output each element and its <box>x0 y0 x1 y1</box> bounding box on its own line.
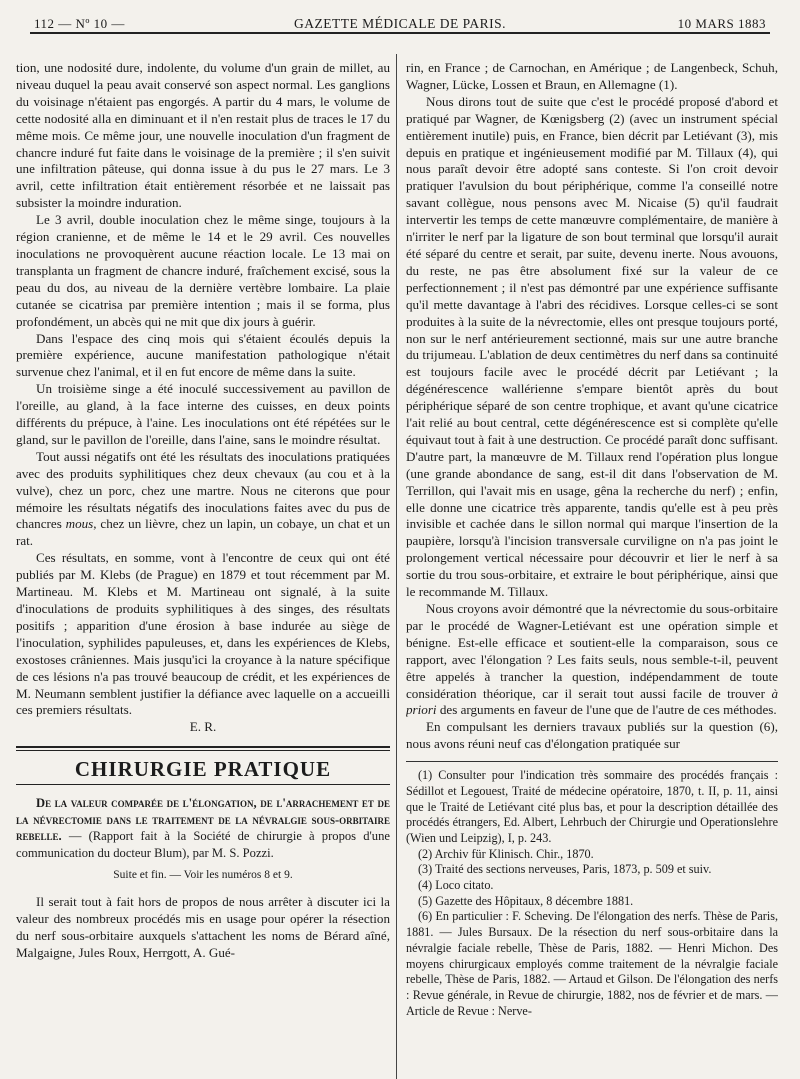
page-header <box>30 10 770 34</box>
right-column <box>406 60 778 1075</box>
paragraph: Dans l'espace des cinq mois qui s'étaient écoulés depuis la première expérience, aucune manifestation pathologique n'était survenue chez l'animal, et il en fut encore de même dans la suite. <box>16 330 390 380</box>
paragraph <box>16 449 390 550</box>
footnote: (6) En particulier : F. Scheving. De l'élongation des nerfs. Thèse de Paris, 1881. — Jules Bursaux. De la résection du nerf sous-orbitaire dans la névralgie faciale rebelle, Thèse de Paris, 1882. — Henri Michon. Des moyens chirurgicaux employés comme traitement de la névralgie faciale rebelle, Thèse de Paris, 1882. — Artaud et Gilson. De l'élongation des nerfs : Revue générale, in Revue de chirurgie, 1882, nos de février et de mars. — Article de Revue : Nerve- <box>406 909 778 1018</box>
paragraph: Nous dirons tout de suite que c'est le procédé proposé d'abord et pratiqué par Wagner, de Kœnigsberg (2) (avec un instrument spécial entièrement inutile) puis, en France, bien décrit par Letiévant (3), mis depuis en pratique et ingénieusement modifié par M. Tillaux (4), qui nous paraît devoir être adopté sans conteste. Si l'on croit devoir pratiquer l'avulsion du bout périphérique, comme l'a conseillé notre savant collègue, nous pensons avec M. Nicaise (5) qu'il faudrait intervertir les temps de cette manœuvre complémentaire, de manière à n'irriter le nerf par la ligature de son bout terminal que lorsqu'il aurait été séparé du centre et serait, par suite, devenu inerte. Nous avouons, du reste, ne pas être absolument fixé sur la valeur de ce perfectionnement ; il n'est pas démontré par une expérience suffisante qu'il mette davantage à l'abri des récidives. Lorsque celles-ci se sont produites à la suite de la névrectomie, elles ont presque toujours porté, non sur le nerf antérieurement sectionné, mais sur une autre branche du trijumeau. L'ablation de deux centimètres du nerf dans sa continuité est toujours facile avec le procédé décrit par Letiévant ; la dégénérescence wallérienne s'empare bientôt après du bout périphérique séparé de son centre trophique, et avant qu'une cicatrice l'ait relié au bout central, cette dégénérescence est si complète qu'elle équivaut tout à fait à une destruction. Ce procédé paraît donc suffisant. D'autre part, la manœuvre de M. Tillaux rend l'opération plus longue (une grande abondance de sang, est-il dit dans l'observation de M. Terrillon, qui l'avait mis en usage, gêna la recherche du nerf) ; enfin, elle donne une cicatrice très apparente, tandis qu'elle est à peu près invisible et cachée dans le sillon normal qui marque l'insertion de la paupière, lorsqu'à l'incision transversale curviligne on n'a pas joint le prolongement vertical nécessaire pour découvrir et lier le nerf à sa sortie du trou sous-orbitaire, et extraire le bout périphérique, ainsi que le recommande M. Tillaux. <box>406 93 778 600</box>
text-run: Nous croyons avoir démontré que la névrectomie du sous-orbitaire par le procédé de Wagner-Letiévant est une opération simple et bénigne. Est-elle efficace et soutient-elle la comparaison, sous ce rapport, avec l'élongation ? Les faits seuls, nous semble-t-il, peuvent être appelés à trancher la question, indépendamment de toute considération théorique, car il serait tout aussi facile de trouver <box>406 601 778 701</box>
continuation-note: Suite et fin. — Voir les numéros 8 et 9. <box>113 869 293 882</box>
footnote: (2) Archiv für Klinisch. Chir., 1870. <box>418 846 594 861</box>
paragraph: Il serait tout à fait hors de propos de nous arrêter à discuter ici la valeur des nombreux procédés mis en usage pour opérer la résection du nerf sous-orbitaire auxquels s'attachent les noms de Bérard aîné, Malgaigne, Jules Roux, Herrgott, A. Gué- <box>16 894 390 960</box>
paragraph: En compulsant les derniers travaux publiés sur la question (6), nous avons réuni neuf cas d'élongation pratiquée sur <box>406 719 778 752</box>
paragraph: tion, une nodosité dure, indolente, du volume d'un grain de millet, au niveau duquel la peau avait conservé son aspect normal. Les ganglions du voisinage n'étaient pas engorgés. A partir du 4 mars, le volume de cette nodosité alla en diminuant et il n'en restait plus de traces le 17 du même mois. Ce même jour, une nouvelle inoculation d'un fragment de chancre induré fut faite dans le voisinage de la première ; il s'en suivit une infiltration pâteuse, qui donna issue à du pus le 27 mars. Le 3 avril, cette infiltration était entièrement résorbée et ne laissait pas subsister la moindre induration. <box>16 60 390 211</box>
text-run: , chez un lièvre, chez un lapin, un cobaye, un chat et un rat. <box>16 516 390 549</box>
column-divider <box>396 54 397 1079</box>
emphasis: mous <box>65 516 94 532</box>
section-rule <box>16 746 390 748</box>
paragraph: rin, en France ; de Carnochan, en Amérique ; de Langenbeck, Schuh, Wagner, Lücke, Lossen et Braun, en Allemagne (1). <box>406 60 778 92</box>
article-title <box>16 795 390 861</box>
section-title: CHIRURGIE PRATIQUE <box>74 757 332 782</box>
section-rule <box>16 750 390 751</box>
footnote: (3) Traité des sections nerveuses, Paris, 1873, p. 509 et suiv. <box>418 862 712 877</box>
paragraph: Ces résultats, en somme, vont à l'encontre de ceux qui ont été publiés par M. Klebs (de Prague) en 1879 et tout récemment par M. Martineau. M. Klebs et M. Martineau ont signalé, à la suite d'inoculations de produits syphilitiques à des singes, des résultats positifs ; apparition d'une érosion à base indurée au siège de l'inoculation, syphilides papuleuses, et, dans les expériences de Klebs, exostoses crâniennes. Mais jusqu'ici la croyance à la nature spécifique de ces lésions n'a pas trouvé beaucoup de crédit, et les expériences de M. Neumann semblent justifier la défiance avec laquelle on a accueilli ces premiers résultats. <box>16 550 390 718</box>
footnotes <box>406 768 778 1019</box>
text-run: des arguments en faveur de l'une que de l'autre de ces méthodes. <box>436 702 777 718</box>
left-column <box>16 60 390 1075</box>
title-rule <box>16 784 390 785</box>
emphasis: à priori <box>406 685 778 718</box>
footnote: (5) Gazette des Hôpitaux, 8 décembre 1881. <box>418 893 634 908</box>
article-title-rest: — (Rapport fait à la Société de chirurgie à propos d'une communication du docteur Blum), par M. S. Pozzi. <box>16 829 390 860</box>
text-run: Tout aussi négatifs ont été les résultats des inoculations pratiquées avec des produits syphilitiques chez deux chevaux (au cou et à la vulve), chez un porc, chez une martre. Nous ne citerons que pour mémoire les résultats négatifs des inoculations faites avec du pus de chancres <box>16 448 390 532</box>
footnote: (1) Consulter pour l'indication très sommaire des procédés français : Sédillot et Legouest, Traité de médecine opératoire, 1870, t. II, p. 11, ainsi que le Traité de Letiévant cité plus bas, et pour la description détaillée des procédés étrangers, Ed. Albert, Lehrbuch der Chirurgie und Operationslehre (Wien und Leipzig), I, p. 243. <box>406 768 778 845</box>
footnotes-rule <box>406 761 778 762</box>
paragraph: Un troisième singe a été inoculé successivement au pavillon de l'oreille, au gland, à la face interne des cuisses, en deux points différents du prépuce, à l'aine. Les inoculations ont été répétées sur le gland, sur le pavillon de l'oreille, dans l'aine, sans le moindre résultat. <box>16 381 390 447</box>
paragraph <box>406 601 778 719</box>
paragraph: Le 3 avril, double inoculation chez le même singe, toujours à la région cranienne, et de même le 14 et le 29 avril. Ces nouvelles inoculations ne provoquèrent aucune réaction locale. Le 13 mai on transplanta un fragment de chancre induré, fraîchement excisé, sous la peau du dos, au niveau de la dernière vertèbre lombaire. La plaie cutanée se cicatrisa par première intention ; mais il se forma, plus profondément, un abcès qui ne mit que dix jours à guérir. <box>16 212 390 329</box>
journal-title: GAZETTE MÉDICALE DE PARIS. <box>294 16 506 31</box>
article-title-main: De la valeur comparée de l'élongation, de l'arrachement et de la névrectomie dans le traitement de la névralgie sous-orbitaire rebelle. <box>16 796 390 844</box>
issue-date: 10 MARS 1883 <box>677 16 766 31</box>
signature: E. R. <box>189 719 217 735</box>
footnote: (4) Loco citato. <box>418 878 494 893</box>
page-number: 112 — Nº 10 — <box>34 16 125 31</box>
